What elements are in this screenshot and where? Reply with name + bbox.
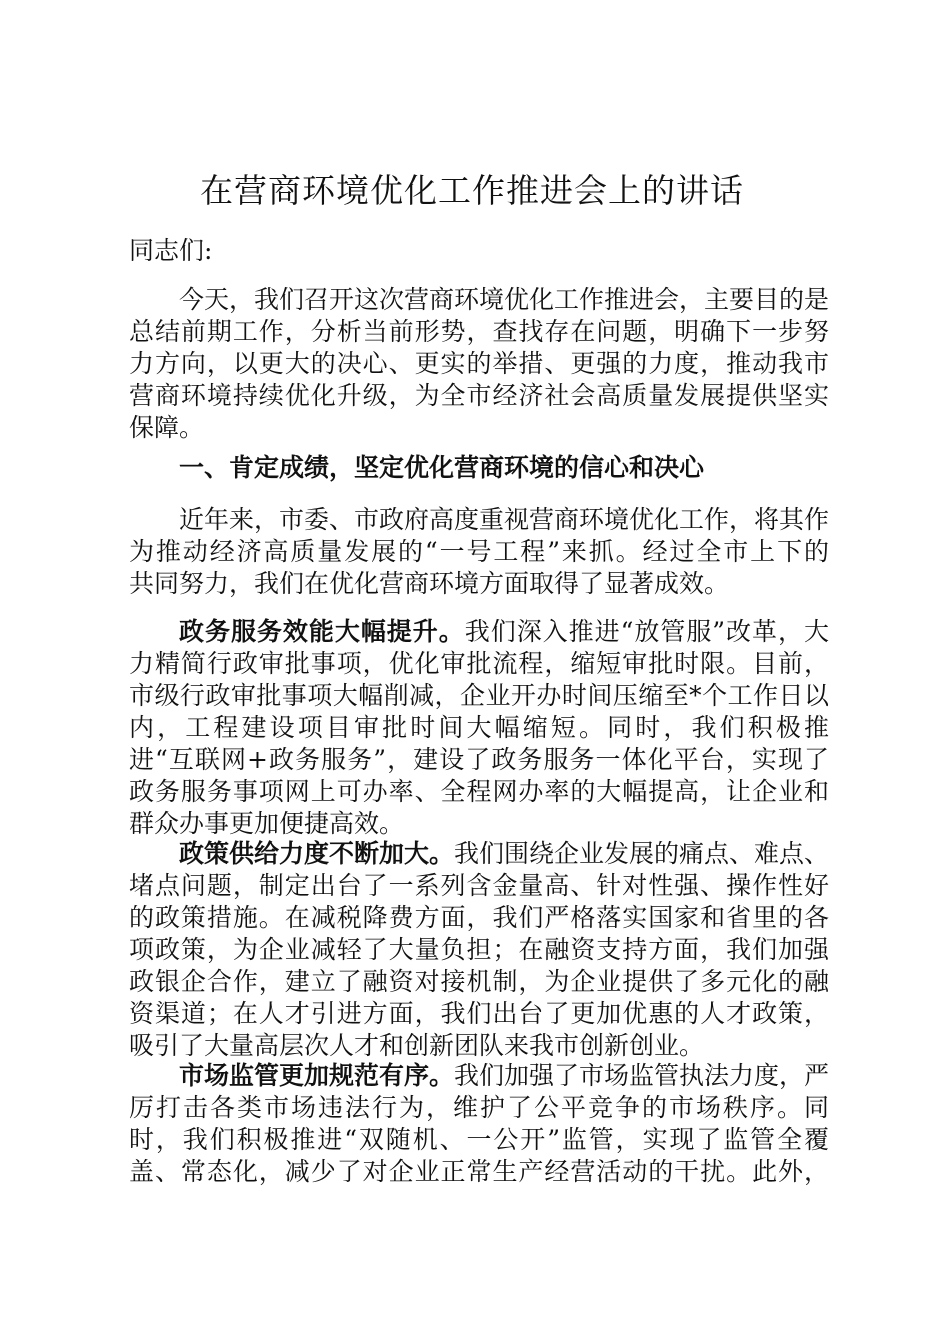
intro-line: 保障。 — [129, 413, 205, 442]
paragraph-lead: 政策供给力度不断加大。 — [179, 839, 455, 868]
paragraph-text: 我们加强了市场监管执法力度，严 — [454, 1061, 830, 1090]
paragraph-line — [129, 838, 829, 870]
paragraph-lead: 市场监管更加规范有序。 — [179, 1061, 455, 1090]
intro-line: 今天，我们召开这次营商环境优化工作推进会，主要目的是 — [179, 285, 830, 314]
paragraph-line: 政银企合作，建立了融资对接机制，为企业提供了多元化的融 — [129, 967, 829, 996]
market-regulation-paragraph — [129, 1060, 829, 1188]
paragraph-line — [129, 1060, 829, 1092]
paragraph-line: 政务服务事项网上可办率、全程网办率的大幅提高，让企业和 — [129, 777, 829, 806]
paragraph-line: 为推动经济高质量发展的“一号工程”来抓。经过全市上下的 — [129, 537, 829, 566]
paragraph-line: 的政策措施。在减税降费方面，我们严格落实国家和省里的各 — [129, 903, 829, 932]
section-heading: 一、肯定成绩，坚定优化营商环境的信心和决心 — [179, 453, 705, 482]
paragraph-line — [129, 616, 829, 648]
intro-paragraph — [129, 284, 829, 444]
paragraph-line: 群众办事更加便捷高效。 — [129, 809, 405, 838]
intro-line: 力方向，以更大的决心、更实的举措、更强的力度，推动我市 — [129, 349, 829, 378]
paragraph-line: 时，我们积极推进“双随机、一公开”监管，实现了监管全覆 — [129, 1125, 829, 1154]
paragraph-line: 厉打击各类市场违法行为，维护了公平竞争的市场秩序。同 — [129, 1093, 829, 1122]
paragraph-line: 进“互联网+政务服务”，建设了政务服务一体化平台，实现了 — [129, 745, 829, 774]
document-title: 在营商环境优化工作推进会上的讲话 — [200, 171, 744, 210]
paragraph-line: 内，工程建设项目审批时间大幅缩短。同时，我们积极推 — [129, 713, 829, 742]
salutation: 同志们: — [129, 236, 213, 265]
paragraph-text: 我们深入推进“放管服”改革，大 — [464, 617, 829, 646]
paragraph-line: 堵点问题，制定出台了一系列含金量高、针对性强、操作性好 — [129, 871, 829, 900]
paragraph-line: 盖、常态化，减少了对企业正常生产经营活动的干扰。此外， — [129, 1157, 829, 1186]
paragraph-line: 项政策，为企业减轻了大量负担；在融资支持方面，我们加强 — [129, 935, 829, 964]
paragraph-lead: 政务服务效能大幅提升。 — [179, 617, 465, 646]
paragraph-line: 资渠道；在人才引进方面，我们出台了更加优惠的人才政策， — [129, 999, 829, 1028]
policy-supply-paragraph — [129, 838, 829, 1062]
paragraph-line: 共同努力，我们在优化营商环境方面取得了显著成效。 — [129, 569, 730, 598]
government-services-paragraph — [129, 616, 829, 840]
paragraph-line: 市级行政审批事项大幅削减，企业开办时间压缩至*个工作日以 — [129, 681, 829, 710]
paragraph-line: 吸引了大量高层次人才和创新团队来我市创新创业。 — [129, 1031, 705, 1060]
paragraph-line: 力精简行政审批事项，优化审批流程，缩短审批时限。目前， — [129, 649, 829, 678]
paragraph-line: 近年来，市委、市政府高度重视营商环境优化工作，将其作 — [179, 505, 830, 534]
recent-achievements-paragraph — [129, 504, 829, 600]
intro-line: 营商环境持续优化升级，为全市经济社会高质量发展提供坚实 — [129, 381, 829, 410]
intro-line: 总结前期工作，分析当前形势，查找存在问题，明确下一步努 — [129, 317, 829, 346]
paragraph-text: 我们围绕企业发展的痛点、难点、 — [454, 839, 830, 868]
